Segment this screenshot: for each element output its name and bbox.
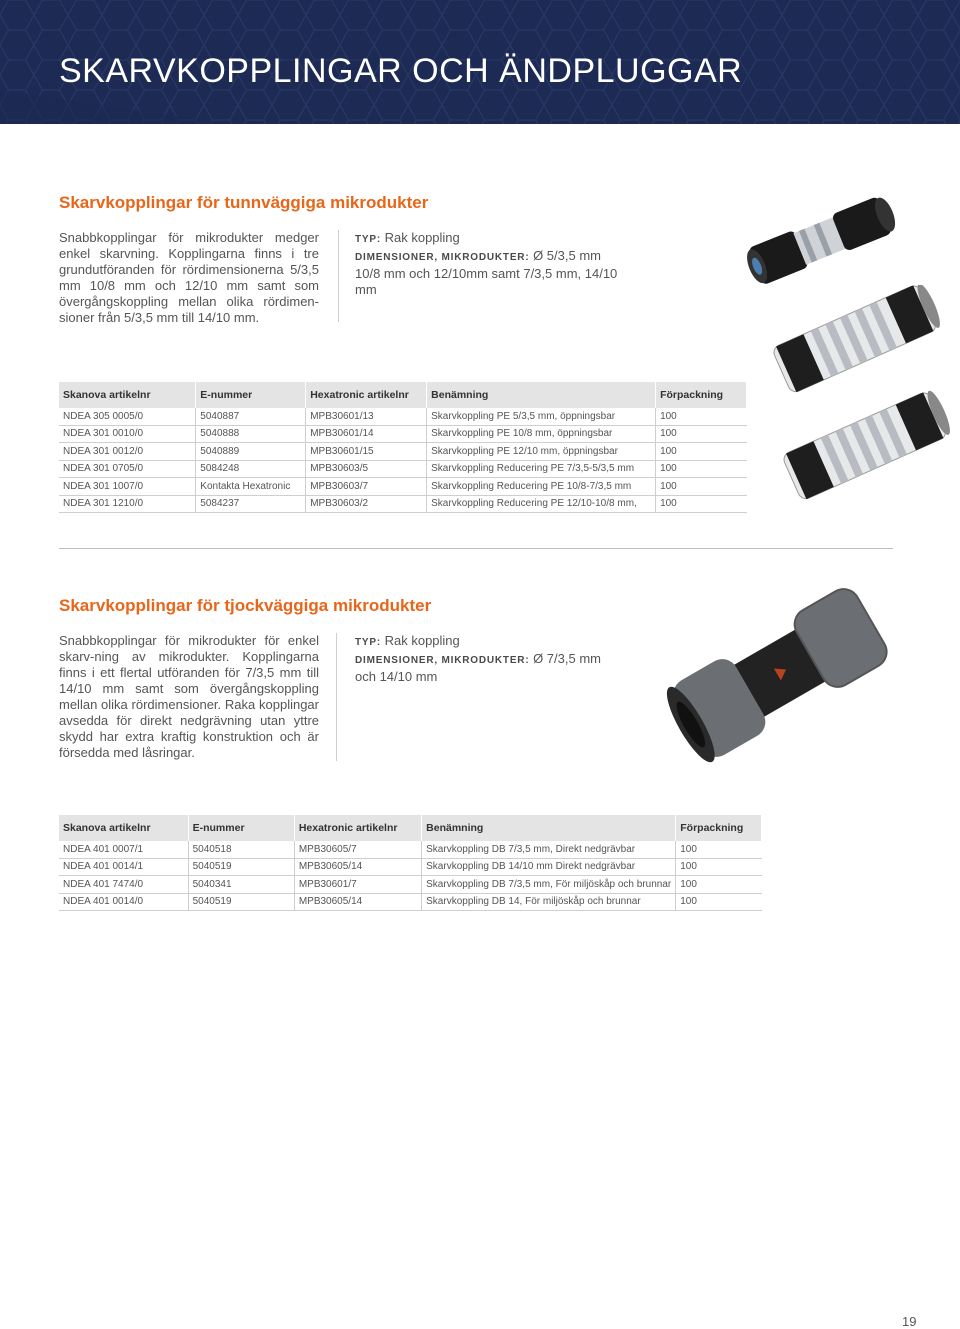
table-cell: NDEA 301 1007/0 (59, 478, 196, 496)
col-header-skanova: Skanova artikelnr (59, 815, 188, 841)
table-row (59, 876, 762, 894)
table-cell: MPB30605/7 (294, 841, 421, 858)
col-header-benamning: Benämning (422, 815, 676, 841)
table-cell: 100 (676, 893, 762, 911)
table-cell: 100 (656, 478, 747, 496)
table-row (59, 495, 747, 513)
table-cell: Skarvkoppling PE 12/10 mm, öppningsbar (427, 443, 656, 461)
section1-title: Skarvkopplingar för tunnväggiga mikrodukter (59, 193, 429, 212)
table-cell: MPB30603/5 (306, 460, 427, 478)
table-cell: Skarvkoppling PE 10/8 mm, öppningsbar (427, 425, 656, 443)
table-cell: 100 (656, 460, 747, 478)
type-label: TYP: (355, 637, 381, 648)
table-cell: Skarvkoppling PE 5/3,5 mm, öppningsbar (427, 408, 656, 425)
table-cell: NDEA 401 7474/0 (59, 876, 188, 894)
section1-table (59, 382, 747, 513)
section2-title: Skarvkopplingar för tjockväggiga mikrodukter (59, 596, 432, 615)
table-cell: Skarvkoppling Reducering PE 12/10-10/8 mm, (427, 495, 656, 513)
table-cell: NDEA 301 1210/0 (59, 495, 196, 513)
table-cell: Skarvkoppling DB 14/10 mm Direkt nedgrävbar (422, 858, 676, 876)
table-cell: Skarvkoppling DB 7/3,5 mm, För miljöskåp och brunnar (422, 876, 676, 894)
section1-intro: Snabbkopplingar för mikrodukter medger enkel skarvning. Kopplingarna finns i tre grundutföranden för rördimensionerna 5/3,5 mm 10/8 mm och 12/10 mm samt som övergångskoppling mellan olika rördimen-sioner från 5/3,5 mm till 14/10 mm. (59, 230, 319, 325)
table-row (59, 408, 747, 425)
dimension-label: DIMENSIONER, MIKRODUKTER: (355, 252, 530, 263)
section-divider (59, 548, 893, 549)
table-cell: Skarvkoppling Reducering PE 7/3,5-5/3,5 mm (427, 460, 656, 478)
table-cell: NDEA 401 0014/1 (59, 858, 188, 876)
coupling-image-clear-1 (760, 285, 945, 395)
table-cell: 100 (656, 495, 747, 513)
section2-spec (355, 633, 625, 685)
coupling-image-thick (665, 568, 895, 778)
col-header-benamning: Benämning (427, 382, 656, 408)
col-header-enummer: E-nummer (196, 382, 306, 408)
col-header-forpackning: Förpackning (676, 815, 762, 841)
table-row (59, 443, 747, 461)
coupling-image-clear-2 (770, 390, 955, 505)
table-cell: 100 (656, 425, 747, 443)
type-label: TYP: (355, 234, 381, 245)
page-number: 19 (902, 1314, 917, 1329)
table-cell: Skarvkoppling DB 14, För miljöskåp och brunnar (422, 893, 676, 911)
table-cell: NDEA 301 0010/0 (59, 425, 196, 443)
dimension-label: DIMENSIONER, MIKRODUKTER: (355, 655, 530, 666)
table-cell: Skarvkoppling Reducering PE 10/8-7/3,5 mm (427, 478, 656, 496)
table-cell: 5084248 (196, 460, 306, 478)
table-cell: MPB30601/13 (306, 408, 427, 425)
table-cell: 100 (676, 841, 762, 858)
table-cell: 5040519 (188, 858, 294, 876)
table-cell: MPB30605/14 (294, 893, 421, 911)
section1-spec (355, 230, 625, 298)
table-cell: 5040341 (188, 876, 294, 894)
table-cell: MPB30603/7 (306, 478, 427, 496)
col-header-hexatronic: Hexatronic artikelnr (306, 382, 427, 408)
section2-table (59, 815, 762, 911)
table-cell: MPB30601/15 (306, 443, 427, 461)
header-banner (0, 0, 960, 124)
table-row (59, 460, 747, 478)
col-header-forpackning: Förpackning (656, 382, 747, 408)
table-cell: NDEA 401 0007/1 (59, 841, 188, 858)
section2-divider (336, 633, 337, 761)
table-row (59, 425, 747, 443)
table-cell: 100 (676, 858, 762, 876)
table-cell: MPB30601/14 (306, 425, 427, 443)
table-cell: 5040519 (188, 893, 294, 911)
table-cell: MPB30603/2 (306, 495, 427, 513)
table-cell: Skarvkoppling DB 7/3,5 mm, Direkt nedgrävbar (422, 841, 676, 858)
table-cell: MPB30601/7 (294, 876, 421, 894)
table-cell: NDEA 301 0705/0 (59, 460, 196, 478)
col-header-enummer: E-nummer (188, 815, 294, 841)
col-header-hexatronic: Hexatronic artikelnr (294, 815, 421, 841)
table-cell: NDEA 401 0014/0 (59, 893, 188, 911)
table-header-row (59, 815, 762, 841)
dimension-value: Ø 5/3,5 mm 10/8 mm och 12/10mm samt 7/3,5 mm, 14/10 mm (355, 248, 618, 297)
section1-divider (338, 230, 339, 322)
table-cell: 5040889 (196, 443, 306, 461)
table-cell: Kontakta Hexatronic (196, 478, 306, 496)
dimension-value: Ø 7/3,5 mm och 14/10 mm (355, 651, 601, 684)
table-cell: 100 (656, 408, 747, 425)
table-cell: 5040888 (196, 425, 306, 443)
table-cell: 100 (676, 876, 762, 894)
section2-intro: Snabbkopplingar för mikrodukter för enkel skarv-ning av mikrodukter. Kopplingarna finns i ett flertal utföranden för 7/3,5 mm till 14/10 mm samt som övergångskoppling mellan olika rördimensioner. Raka kopplingar avsedda för direkt nedgrävning utan yttre skydd har extra kraftig konstruktion och är försedda med låsringar. (59, 633, 319, 760)
table-cell: MPB30605/14 (294, 858, 421, 876)
col-header-skanova: Skanova artikelnr (59, 382, 196, 408)
page-title: SKARVKOPPLINGAR OCH ÄNDPLUGGAR (59, 52, 743, 90)
table-cell: 5040887 (196, 408, 306, 425)
type-value: Rak koppling (384, 633, 460, 648)
table-cell: 5040518 (188, 841, 294, 858)
type-value: Rak koppling (384, 230, 460, 245)
table-header-row (59, 382, 747, 408)
table-cell: NDEA 301 0012/0 (59, 443, 196, 461)
table-row (59, 858, 762, 876)
table-row (59, 893, 762, 911)
table-row (59, 841, 762, 858)
table-row (59, 478, 747, 496)
table-cell: NDEA 305 0005/0 (59, 408, 196, 425)
table-cell: 5084237 (196, 495, 306, 513)
table-cell: 100 (656, 443, 747, 461)
coupling-image-small (740, 185, 905, 295)
